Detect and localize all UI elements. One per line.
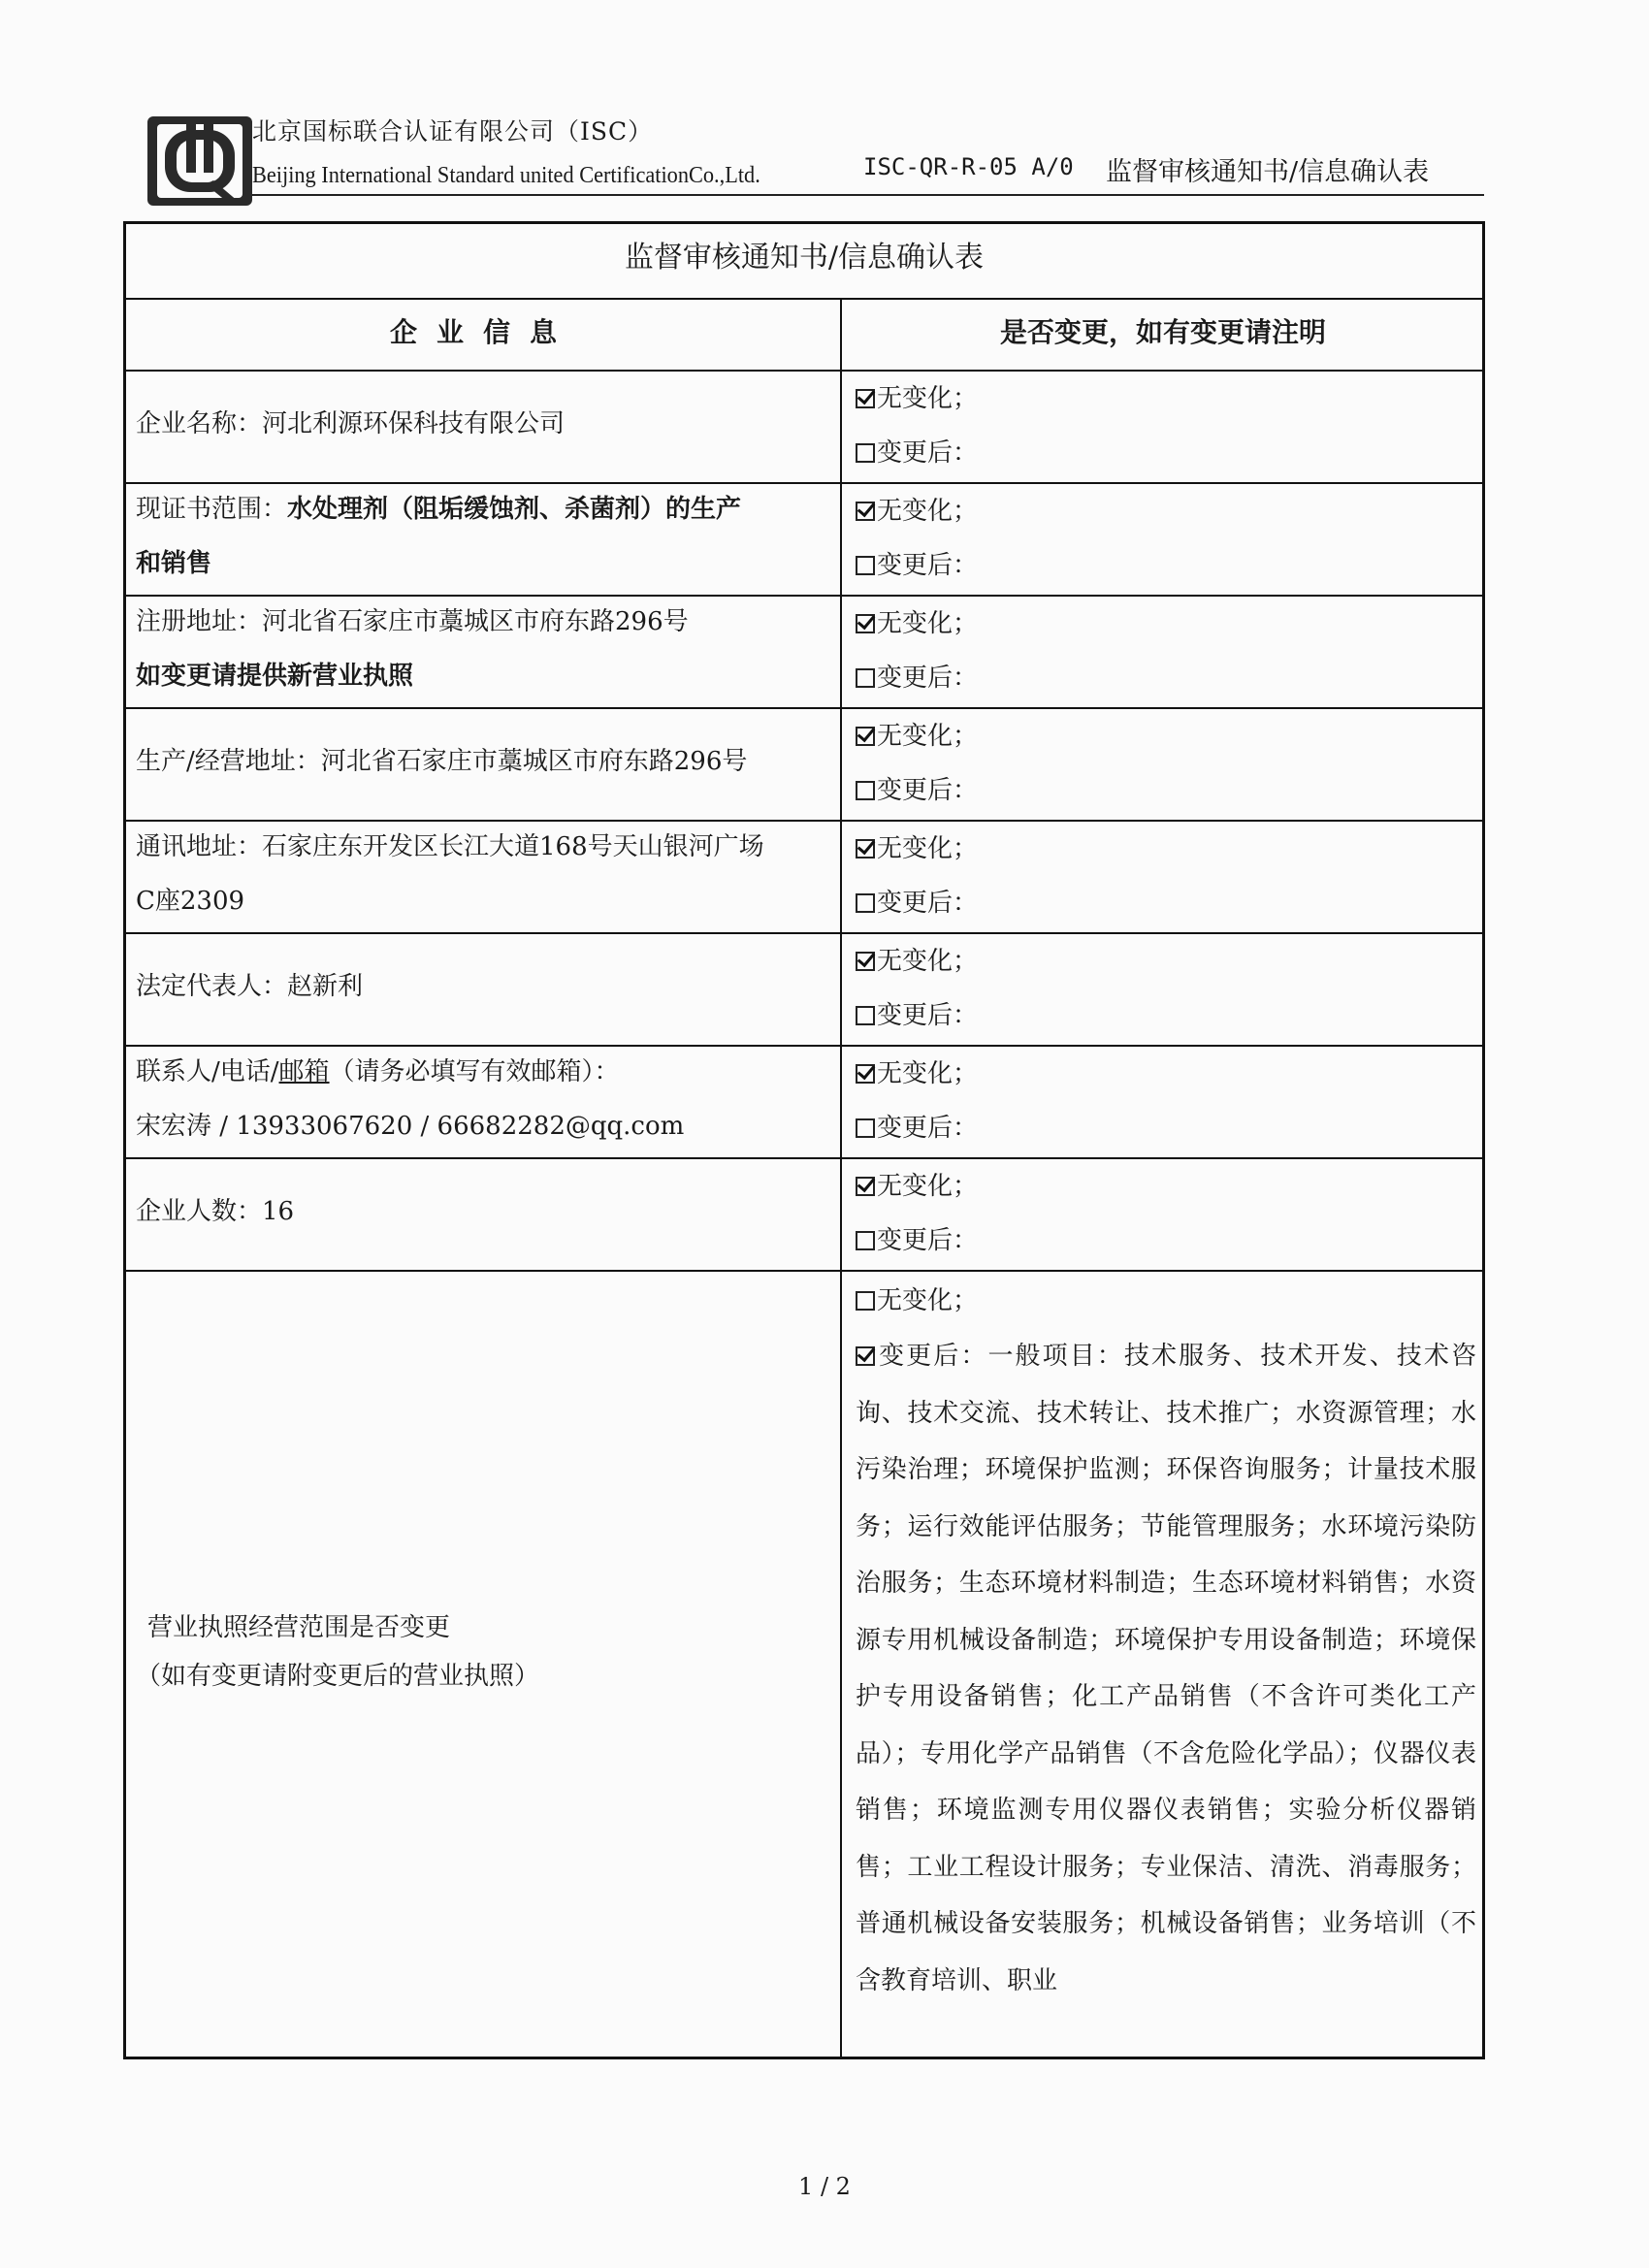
column-header-company-info: 企业信息 xyxy=(389,316,576,348)
legal-rep-cell xyxy=(136,959,830,1014)
checked-box-icon[interactable] xyxy=(856,952,875,971)
checked-box-icon[interactable] xyxy=(856,502,875,521)
option-changed[interactable]: 变更后： xyxy=(856,426,1476,480)
page-header xyxy=(146,105,1484,211)
unchecked-box-icon[interactable] xyxy=(856,1006,875,1025)
change-options-scope xyxy=(856,484,1476,593)
certificate-scope-value: 水处理剂（阻垢缓蚀剂、杀菌剂）的生产 xyxy=(287,495,742,524)
mailing-address-cell xyxy=(136,820,830,928)
mailing-address-text-cont: C座2309 xyxy=(136,887,245,916)
option-changed[interactable]: 变更后： xyxy=(856,538,1476,593)
contact-email-label: 邮箱 xyxy=(278,1057,330,1086)
checked-box-icon[interactable] xyxy=(856,389,875,408)
confirmation-table xyxy=(123,221,1485,2059)
registered-address-note: 如变更请提供新营业执照 xyxy=(136,662,414,691)
option-no-change[interactable]: 无变化； xyxy=(856,1047,1476,1101)
employee-count-text: 企业人数：16 xyxy=(136,1197,295,1226)
business-scope-question: 营业执照经营范围是否变更 xyxy=(147,1613,451,1642)
option-no-change[interactable]: 无变化； xyxy=(856,709,1476,763)
change-options-contact xyxy=(856,1047,1476,1155)
change-options-registered-address xyxy=(856,597,1476,705)
change-options-employee-count xyxy=(856,1159,1476,1268)
checked-box-icon[interactable] xyxy=(856,1177,875,1196)
certificate-scope-value-cont: 和销售 xyxy=(136,549,212,578)
unchecked-box-icon[interactable] xyxy=(856,1118,875,1138)
option-no-change[interactable]: 无变化； xyxy=(856,597,1476,651)
header-rule xyxy=(252,194,1484,196)
business-scope-note: （如有变更请附变更后的营业执照） xyxy=(136,1662,540,1691)
registered-address-text: 注册地址：河北省石家庄市藁城区市府东路296号 xyxy=(136,607,689,636)
business-address-cell xyxy=(136,734,830,789)
contact-label: 联系人/电话/ xyxy=(136,1057,279,1086)
column-header-change: 是否变更，如有变更请注明 xyxy=(999,316,1326,348)
legal-rep-text: 法定代表人：赵新利 xyxy=(136,972,364,1001)
option-changed[interactable]: 变更后： xyxy=(856,988,1476,1043)
company-name-cell xyxy=(136,397,830,451)
change-options-business-scope xyxy=(856,1274,1476,2009)
column-divider xyxy=(840,298,842,2059)
contact-email-note: （请务必填写有效邮箱）： xyxy=(329,1057,620,1086)
unchecked-box-icon[interactable] xyxy=(856,1231,875,1250)
isc-logo-icon xyxy=(146,114,254,208)
option-changed[interactable]: 变更后： xyxy=(856,763,1476,818)
checked-box-icon[interactable] xyxy=(856,1346,875,1366)
option-no-change[interactable]: 无变化； xyxy=(856,1274,1476,1328)
table-title: 监督审核通知书/信息确认表 xyxy=(126,224,1482,300)
contact-value: 宋宏涛 / 13933067620 / 66682282@qq.com xyxy=(136,1112,685,1141)
change-options-mailing-address xyxy=(856,822,1476,930)
company-name-en: Beijing International Standard united CertificationCo.,Ltd. xyxy=(252,163,760,188)
change-options-company-name xyxy=(856,372,1476,480)
new-business-scope-text: 一般项目：技术服务、技术开发、技术咨询、技术交流、技术转让、技术推广；水资源管理；水污染治理；环境保护监测；环保咨询服务；计量技术服务；运行效能评估服务；节能管理服务；水环境污染防治服务；生态环境材料制造；生态环境材料销售；水资源专用机械设备制造；环境保护专用设备制造；环境保护专用设备销售；化工产品销售（不含许可类化工产品）；专用化学产品销售（不含危险化学品）；仪器仪表销售；环境监测专用仪器仪表销售；实验分析仪器销售；工业工程设计服务；专业保洁、清洗、消毒服务；普通机械设备安装服务；机械设备销售；业务培训（不含教育培训、职业 xyxy=(856,1342,1476,1995)
option-no-change[interactable]: 无变化； xyxy=(856,484,1476,538)
option-changed[interactable]: 变更后： xyxy=(856,1101,1476,1155)
change-options-business-address xyxy=(856,709,1476,818)
option-no-change[interactable]: 无变化； xyxy=(856,372,1476,426)
checked-box-icon[interactable] xyxy=(856,1064,875,1084)
contact-cell xyxy=(136,1045,830,1153)
business-address-text: 生产/经营地址：河北省石家庄市藁城区市府东路296号 xyxy=(136,747,748,776)
mailing-address-text: 通讯地址：石家庄东开发区长江大道168号天山银河广场 xyxy=(136,832,764,861)
row-divider xyxy=(126,1270,1482,1272)
change-options-legal-rep xyxy=(856,934,1476,1043)
unchecked-box-icon[interactable] xyxy=(856,1291,875,1311)
form-name: 监督审核通知书/信息确认表 xyxy=(1106,157,1430,187)
option-no-change[interactable]: 无变化； xyxy=(856,1159,1476,1214)
certificate-scope-cell xyxy=(136,482,830,591)
option-no-change[interactable]: 无变化； xyxy=(856,934,1476,988)
option-changed[interactable]: 变更后：一般项目：技术服务、技术开发、技术咨询、技术交流、技术转让、技术推广；水资源管理；水污染治理；环境保护监测；环保咨询服务；计量技术服务；运行效能评估服务；节能管理服务；水环境污染防治服务；生态环境材料制造；生态环境材料销售；水资源专用机械设备制造；环境保护专用设备制造；环境保护专用设备销售；化工产品销售（不含许可类化工产品）；专用化学产品销售（不含危险化学品）；仪器仪表销售；环境监测专用仪器仪表销售；实验分析仪器销售；工业工程设计服务；专业保洁、清洗、消毒服务；普通机械设备安装服务；机械设备销售；业务培训（不含教育培训、职业 xyxy=(856,1342,1476,1995)
form-code: ISC-QR-R-05 A/0 xyxy=(863,153,1074,180)
registered-address-cell xyxy=(136,595,830,703)
option-changed[interactable]: 变更后： xyxy=(856,651,1476,705)
certificate-scope-label: 现证书范围： xyxy=(136,495,288,524)
unchecked-box-icon[interactable] xyxy=(856,556,875,575)
option-no-change[interactable]: 无变化； xyxy=(856,822,1476,876)
unchecked-box-icon[interactable] xyxy=(856,668,875,688)
company-name-text: 企业名称：河北利源环保科技有限公司 xyxy=(136,409,566,438)
unchecked-box-icon[interactable] xyxy=(856,781,875,800)
business-scope-cell xyxy=(136,1604,830,1701)
checked-box-icon[interactable] xyxy=(856,614,875,633)
employee-count-cell xyxy=(136,1184,830,1239)
unchecked-box-icon[interactable] xyxy=(856,893,875,913)
checked-box-icon[interactable] xyxy=(856,727,875,746)
checked-box-icon[interactable] xyxy=(856,839,875,859)
unchecked-box-icon[interactable] xyxy=(856,443,875,463)
company-name-cn: 北京国标联合认证有限公司（ISC） xyxy=(252,117,654,146)
page-number: 1 / 2 xyxy=(798,2173,851,2200)
option-changed[interactable]: 变更后： xyxy=(856,876,1476,930)
option-changed[interactable]: 变更后： xyxy=(856,1214,1476,1268)
